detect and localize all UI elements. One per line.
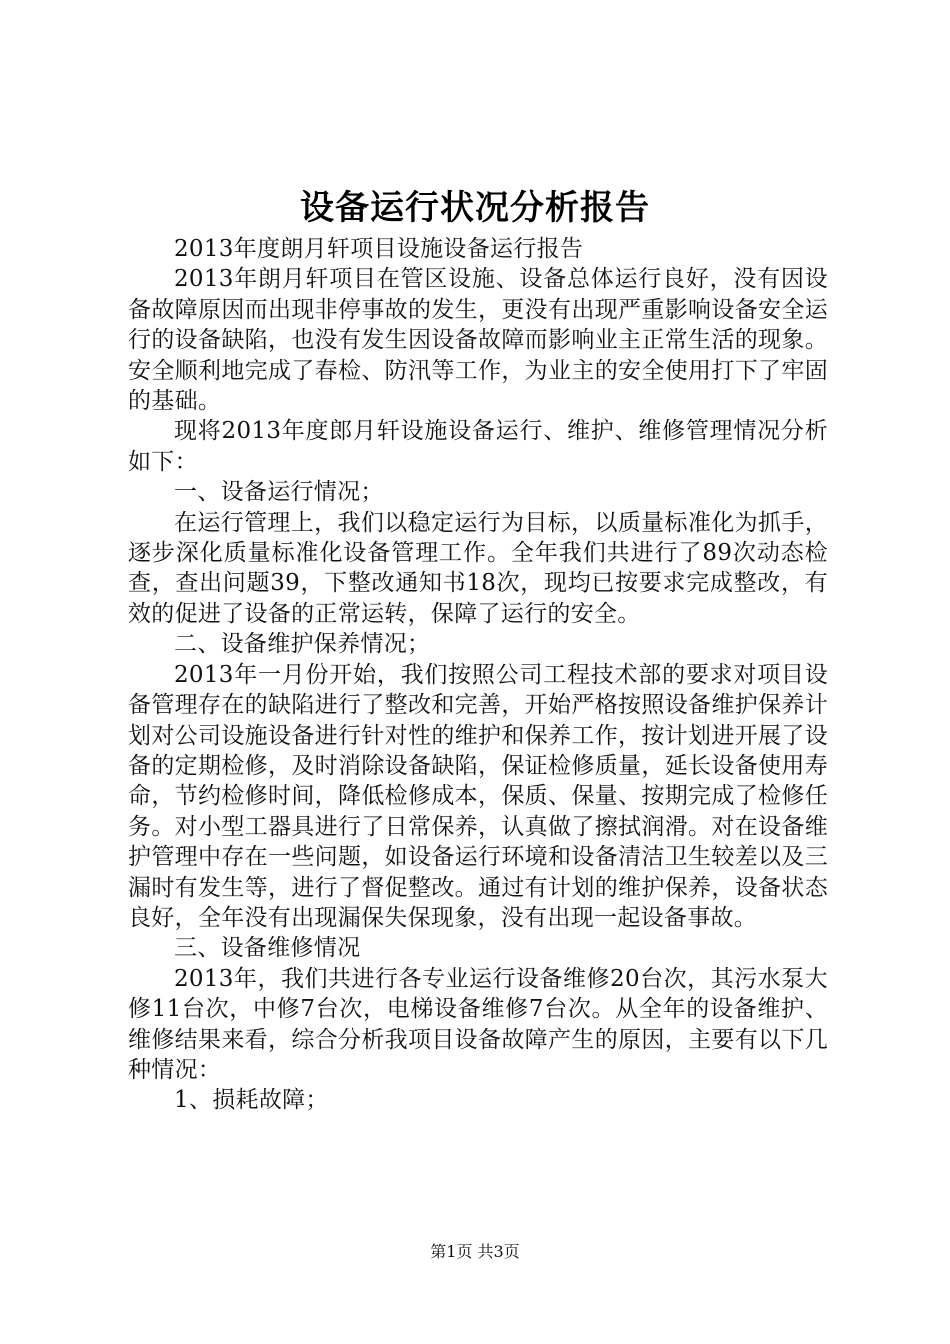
- section-heading-operation: 一、设备运行情况；: [174, 479, 384, 506]
- section-heading-maintenance: 二、设备维护保养情况；: [174, 631, 431, 658]
- paragraph-subtitle: 2013年度朗月轩项目设施设备运行报告: [174, 236, 584, 262]
- page-footer: 第1页 共3页: [430, 1242, 520, 1261]
- paragraph-maintenance: 2013年一月份开始，我们按照公司工程技术部的要求对项目设备管理存在的缺陷进行了整改和完善，开始严格按照设备维护保养计划对公司设施设备进行针对性的维护和保养工作，按计划进开展了设备的定期检修，及时消除设备缺陷，保证检修质量，延长设备使用寿命，节约检修时间，降低检修成本，保质、保量、按期完成了检修任务。对小型工器具进行了日常保养，认真做了擦拭润滑。对在设备维护管理中存在一些问题，如设备运行环境和设备清洁卫生较差以及三漏时有发生等，进行了督促整改。通过有计划的维护保养，设备状态良好，全年没有出现漏保失保现象，没有出现一起设备事故。: [128, 661, 828, 931]
- document-body: [128, 234, 828, 1116]
- section-heading-repair: 三、设备维修情况: [174, 935, 361, 962]
- paragraph-intro: 现将2013年度郎月轩设施设备运行、维护、维修管理情况分析如下：: [128, 418, 828, 475]
- paragraph-overview: 2013年朗月轩项目在管区设施、设备总体运行良好，没有因设备故障原因而出现非停事故的发生，更没有出现严重影响设备安全运行的设备缺陷，也没有发生因设备故障而影响业主正常生活的现象。安全顺利地完成了春检、防汛等工作，为业主的安全使用打下了牢固的基础。: [128, 266, 828, 415]
- list-item-wear-fault: 1、损耗故障；: [174, 1087, 329, 1114]
- paragraph-repair: 2013年，我们共进行各专业运行设备维修20台次，其污水泵大修11台次，中修7台次，电梯设备维修7台次。从全年的设备维护、维修结果来看，综合分析我项目设备故障产生的原因，主要有以下几种情况：: [128, 965, 828, 1083]
- document-title: 设备运行状况分析报告: [300, 188, 650, 228]
- paragraph-operation: 在运行管理上，我们以稳定运行为目标，以质量标准化为抓手，逐步深化质量标准化设备管理工作。全年我们共进行了89次动态检查，查出问题39，下整改通知书18次，现均已按要求完成整改，有效的促进了设备的正常运转，保障了运行的安全。: [128, 509, 828, 627]
